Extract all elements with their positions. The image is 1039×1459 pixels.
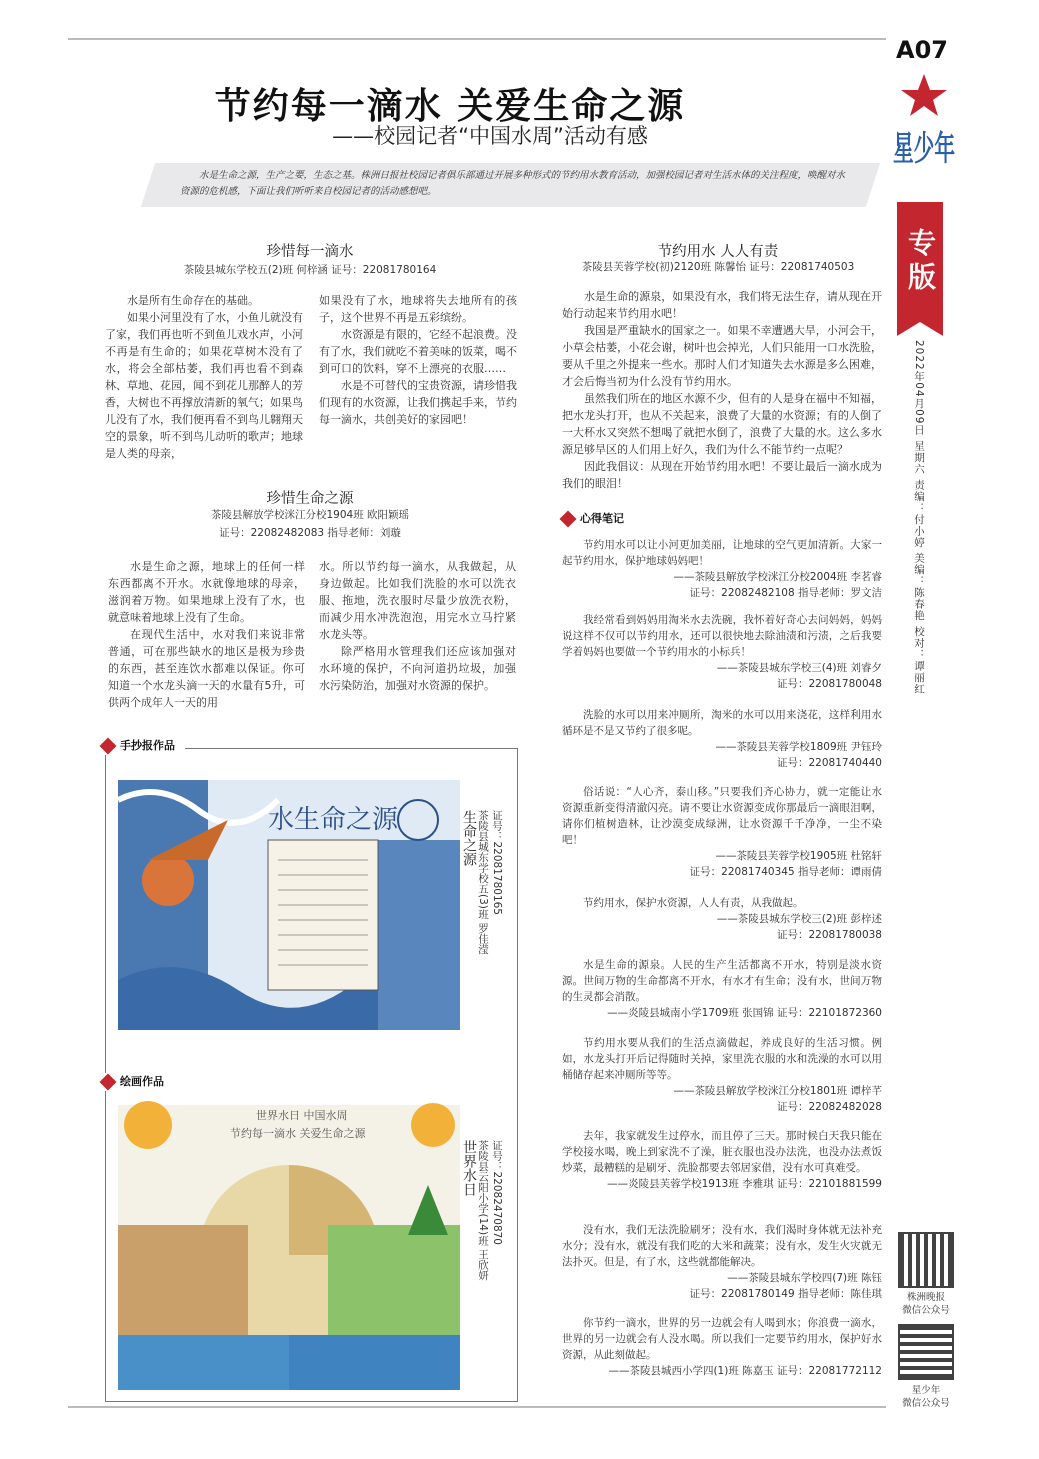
note-author: ——茶陵县解放学校洣江分校2004班 李茗睿 <box>673 571 882 583</box>
article2-col2 <box>319 558 516 694</box>
gallery-tag-handcopy: 手抄报作品 <box>100 737 185 755</box>
paragraph: 水是生命之源，地球上的任何一样东西都离不开水。水就像地球的母亲，滋润着万物。如果地球上没有了水，也就意味着地球上没有了生命。 <box>108 560 305 624</box>
note-author: ——茶陵县城东学校四(7)班 陈钰 <box>727 1272 882 1284</box>
note-author: ——茶陵县芙蓉学校1809班 尹钰玲 <box>715 741 882 753</box>
paragraph: 在现代生活中，水对我们来说非常普通，可在那些缺水的地区是极为珍贵的东西，甚至连饮水都难以保证。你可知道一个水龙头滴一天的水量有5升，可供两个成年人一天的用 <box>108 628 305 709</box>
brand-logo <box>889 70 959 200</box>
gallery-tag-drawing: 绘画作品 <box>100 1073 174 1091</box>
notes-tag: 心得笔记 <box>560 510 634 528</box>
note-entry <box>562 957 882 1021</box>
note-entry <box>562 1128 882 1192</box>
article3-title: 节约用水 人人有责 <box>657 244 779 260</box>
article2-byline: 茶陵县解放学校洣江分校1904班 欧阳颖瑶 <box>210 509 410 521</box>
note-author: ——茶陵县城西小学四(1)班 陈嘉玉 证号：22081772112 <box>608 1365 882 1377</box>
note-id: 证号：22081740440 <box>777 757 882 769</box>
qr-label: 星少年 <box>911 1385 941 1396</box>
section-label: 专版 <box>897 202 943 322</box>
paragraph: 虽然我们所在的地区水源不少，但有的人是身在福中不知福，把水龙头打开，也从不关起来，浪费了大量的水资源；有的人倒了一大杯水又突然不想喝了就把水倒了，浪费了大量的水。这么多水源足够旱区的人们用上好久，我们为什么不能节约一点呢？ <box>562 392 882 456</box>
handcopy-poster-image <box>118 780 460 1030</box>
top-rule <box>68 38 886 40</box>
paragraph: 水是生命的源泉，如果没有水，我们将无法生存，请从现在开始行动起来节约用水吧！ <box>562 290 882 320</box>
note-author: ——茶陵县解放学校洣江分校1801班 谭梓芊 <box>673 1085 882 1097</box>
note-text: 你节约一滴水，世界的另一边就会有人喝到水；你浪费一滴水，世界的另一边就会有人没水喝。所以我们一定要节约用水，保护好水资源，从此刻做起。 <box>562 1317 882 1361</box>
paragraph: 因此我倡议：从现在开始节约用水吧！不要让最后一滴水成为我们的眼泪！ <box>562 460 882 490</box>
bottom-rule <box>68 1406 886 1408</box>
note-entry <box>562 707 882 771</box>
note-id: 证号：22081780038 <box>777 929 882 941</box>
drawing-line2: 节约每一滴水 关爱生命之源 <box>230 1127 366 1140</box>
note-id: 证号：22082482028 <box>777 1101 882 1113</box>
note-id: 证号：22082482108 指导老师：罗文洁 <box>689 587 882 599</box>
page-number: A07 <box>896 36 948 64</box>
note-entry <box>562 784 882 880</box>
drawing-caption <box>462 1140 476 1350</box>
article2-title: 珍惜生命之源 <box>266 491 354 507</box>
note-id: 证号：22081780048 <box>777 678 882 690</box>
drawing-id: 证号：22082470870 <box>491 1140 503 1245</box>
poster-headline: 水生命之源 <box>268 805 399 835</box>
drawing-title: 世界水日 <box>461 1140 477 1196</box>
note-text: 去年，我家就发生过停水，而且停了三天。那时候白天我只能在学校接水喝，晚上到家洗不了澡，脏衣服也没办法洗，也没办法煮饭炒菜，最糟糕的是刷牙、洗脸都要去邻居家借，没有水可真难受。 <box>562 1130 882 1174</box>
note-entry <box>562 1035 882 1115</box>
note-entry <box>562 1222 882 1302</box>
poster-id: 证号：22081780165 <box>491 810 503 915</box>
note-id: 证号：22081780149 指导老师：陈佳琪 <box>689 1288 882 1300</box>
article2-byline-id: 证号：22082482083 指导老师：刘璇 <box>219 527 401 539</box>
brand-text: 星少年 <box>893 129 955 169</box>
poster-author: 茶陵县城东学校五(3)班 罗佳滢 <box>477 810 489 955</box>
qr-code-zhuzhou-evening <box>898 1232 954 1288</box>
note-author: ——炎陵县城南小学1709班 张国锦 证号：22101872360 <box>607 1007 882 1019</box>
drawing-author: 茶陵县云阳小学(14)班 王欣妍 <box>477 1140 489 1281</box>
paragraph: 水。所以节约每一滴水，从我做起，从身边做起。比如我们洗脸的水可以洗衣服、拖地，洗衣服时尽量少放洗衣粉，而减少用水冲洗泡泡，用完水立马拧紧水龙头等。 <box>319 560 516 641</box>
note-entry <box>562 1315 882 1379</box>
qr-code-star-youth <box>898 1324 954 1380</box>
date-line: 2022年04月09日 星期六 责编：付小婷 美编：陈春艳 校对：谭丽红 <box>913 340 925 695</box>
page-subtitle: ——校园记者“中国水周”活动有感 <box>332 124 648 148</box>
note-text: 洗脸的水可以用来冲厕所，淘米的水可以用来浇花，这样利用水循环是不是又节约了很多呢。 <box>562 709 882 737</box>
qr-label: 微信公众号 <box>902 1305 950 1316</box>
article1-title: 珍惜每一滴水 <box>266 244 354 260</box>
drawing-image <box>118 1105 460 1390</box>
note-entry <box>562 612 882 692</box>
paragraph: 除严格用水管理我们还应该加强对水环境的保护，不向河道扔垃圾，加强水污染防治，加强对水资源的保护。 <box>319 645 516 692</box>
poster-caption <box>462 810 476 1020</box>
article3-byline: 茶陵县芙蓉学校(初)2120班 陈馨怡 证号：22081740503 <box>581 261 855 273</box>
paragraph: 水是不可替代的宝贵资源，请珍惜我们现有的水资源，让我们携起手来，节约每一滴水，共创美好的家园吧！ <box>319 379 517 426</box>
section-label-tail <box>897 322 943 336</box>
note-text: 没有水，我们无法洗脸刷牙；没有水，我们渴时身体就无法补充水分；没有水，就没有我们吃的大米和蔬菜；没有水，发生火灾就无法扑灭。但是，有了水，这些就都能解决。 <box>562 1224 882 1268</box>
note-author: ——茶陵县城东学校三(4)班 刘睿夕 <box>716 662 882 674</box>
note-text: 节约用水，保护水资源，人人有责，从我做起。 <box>583 897 804 909</box>
paragraph: 我国是严重缺水的国家之一。如果不幸遭遇大旱，小河会干，小草会枯萎，小花会谢，树叶也会掉光，人们只能用一口水洗脸，要从千里之外提来一些水。那时人们才知道失去水源是多么困难，才会后悔当初为什么没有节约用水。 <box>562 324 882 388</box>
note-author: ——茶陵县芙蓉学校1905班 杜铭轩 <box>715 850 882 862</box>
note-id: 证号：22081740345 指导老师：谭雨倩 <box>689 866 882 878</box>
paragraph: 如果没有了水，地球将失去地所有的孩子，这个世界不再是五彩缤纷。 <box>319 294 517 324</box>
qr-label: 株洲晚报 <box>906 1292 945 1303</box>
intro-text: 水是生命之源，生产之要，生态之基。株洲日报社校园记者俱乐部通过开展多种形式的节约用水教育活动，加强校园记者对生活水体的关注程度，唤醒对水资源的危机感，下面让我们听听来自校园记者的活动感想吧。 <box>180 170 846 197</box>
note-entry <box>562 895 882 943</box>
drawing-line1: 世界水日 中国水周 <box>256 1109 348 1122</box>
paragraph: 水资源是有限的，它经不起浪费。没有了水，我们就吃不着美味的饭菜，喝不到可口的饮料，穿不上漂亮的衣服…… <box>319 328 517 375</box>
note-author: ——炎陵县芙蓉学校1913班 李雅琪 证号：22101881599 <box>607 1178 882 1190</box>
article3-body <box>562 288 882 492</box>
article1-col2 <box>319 292 517 428</box>
note-text: 节约用水要从我们的生活点滴做起，养成良好的生活习惯。例如，水龙头打开后记得随时关掉，家里洗衣服的水和洗澡的水可以用桶储存起来冲厕所等等。 <box>562 1037 882 1081</box>
note-author: ——茶陵县城东学校三(2)班 彭梓述 <box>716 913 882 925</box>
article2-col1 <box>108 558 305 711</box>
poster-title: 生命之源 <box>461 810 477 866</box>
article1-col1 <box>105 292 303 462</box>
page-title: 节约每一滴水 关爱生命之源 <box>214 86 686 127</box>
qr-label: 微信公众号 <box>902 1398 950 1409</box>
note-text: 我经常看到妈妈用淘米水去洗碗，我怀着好奇心去问妈妈，妈妈说这样不仅可以节约用水，还可以很快地去除油渍和污渍，之后我要学着妈妈也要做一个节约用水的小标兵！ <box>562 614 882 658</box>
paragraph: 水是所有生命存在的基础。 <box>127 294 259 307</box>
article1-byline: 茶陵县城东学校五(2)班 何梓涵 证号：22081780164 <box>183 264 437 276</box>
note-text: 俗话说：“人心齐，泰山移。”只要我们齐心协力，就一定能让水资源重新变得清澈闪亮。请不要让水资源变成你那最后一滴眼泪啊，请你们植树造林，让沙漠变成绿洲，让水资源千千净净，一尘不染吧！ <box>562 786 882 846</box>
note-text: 水是生命的源泉。人民的生产生活都离不开水，特别是淡水资源。世间万物的生命都离不开水，有水才有生命；没有水，世间万物的生灵都会消散。 <box>562 959 882 1003</box>
note-entry <box>562 537 882 601</box>
note-text: 节约用水可以让小河更加美丽，让地球的空气更加清新。大家一起节约用水，保护地球妈妈吧！ <box>562 539 882 567</box>
paragraph: 如果小河里没有了水，小鱼儿就没有了家，我们再也听不到鱼儿戏水声，小河不再是有生命的；如果花草树木没有了水，将会全部枯萎，我们再也看不到森林、草地、花园，闻不到花儿那醉人的芳香，大树也不再撑放清新的氧气；如果鸟儿没有了水，我们便再看不到鸟儿翱翔天空的景象，听不到鸟儿动听的歌声；地球是人类的母亲， <box>105 311 303 460</box>
